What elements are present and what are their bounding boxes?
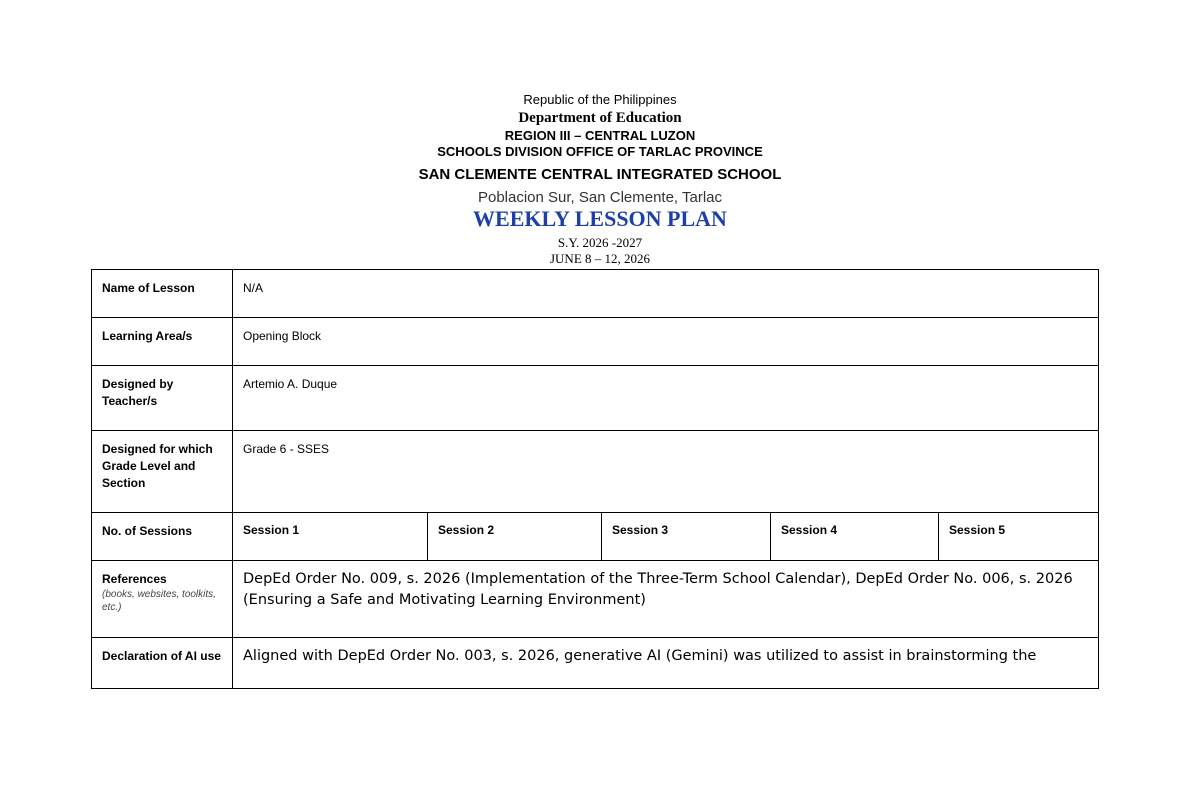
grade-level-label: Designed for which Grade Level and Section [92,431,233,513]
school-year: S.Y. 2026 -2027 [557,235,643,250]
name-of-lesson-label: Name of Lesson [92,270,233,318]
session-3: Session 3 [602,513,771,561]
references-value: DepEd Order No. 009, s. 2026 (Implementation of the Three-Term School Calendar), DepEd Order No. 006, s. 2026 (Ensuring a Safe and Motivating Learning Environment) [233,561,1099,638]
sessions-label: No. of Sessions [92,513,233,561]
lesson-plan-table [91,269,1099,689]
plan-dates: JUNE 8 – 12, 2026 [549,251,651,266]
region-line: REGION III – CENTRAL LUZON [504,128,696,143]
references-label-cell [92,561,233,638]
learning-area-value: Opening Block [233,318,1099,366]
division-line: SCHOOLS DIVISION OFFICE OF TARLAC PROVINCE [437,144,763,159]
session-5: Session 5 [939,513,1099,561]
document-title: WEEKLY LESSON PLAN [473,206,727,231]
references-hint: (books, websites, toolkits, etc.) [102,589,216,613]
session-1: Session 1 [233,513,428,561]
republic-line: Republic of the Philippines [523,92,677,107]
designed-by-value: Artemio A. Duque [233,366,1099,431]
learning-area-label: Learning Area/s [92,318,233,366]
row-designed-by [92,366,1099,431]
ai-declaration-label: Declaration of AI use [92,638,233,689]
school-name: SAN CLEMENTE CENTRAL INTEGRATED SCHOOL [418,166,782,183]
row-name-of-lesson [92,270,1099,318]
designed-by-label: Designed by Teacher/s [92,366,233,431]
name-of-lesson-value: N/A [233,270,1099,318]
row-references [92,561,1099,638]
school-address: Poblacion Sur, San Clemente, Tarlac [477,189,723,206]
row-sessions [92,513,1099,561]
ai-declaration-value: Aligned with DepEd Order No. 003, s. 2026, generative AI (Gemini) was utilized to assist in brainstorming the [233,638,1099,689]
row-learning-area [92,318,1099,366]
department-line: Department of Education [518,110,682,126]
session-2: Session 2 [428,513,602,561]
grade-level-value: Grade 6 - SSES [233,431,1099,513]
references-label: References [102,572,167,586]
row-grade-level [92,431,1099,513]
session-4: Session 4 [771,513,939,561]
row-ai-declaration [92,638,1099,689]
